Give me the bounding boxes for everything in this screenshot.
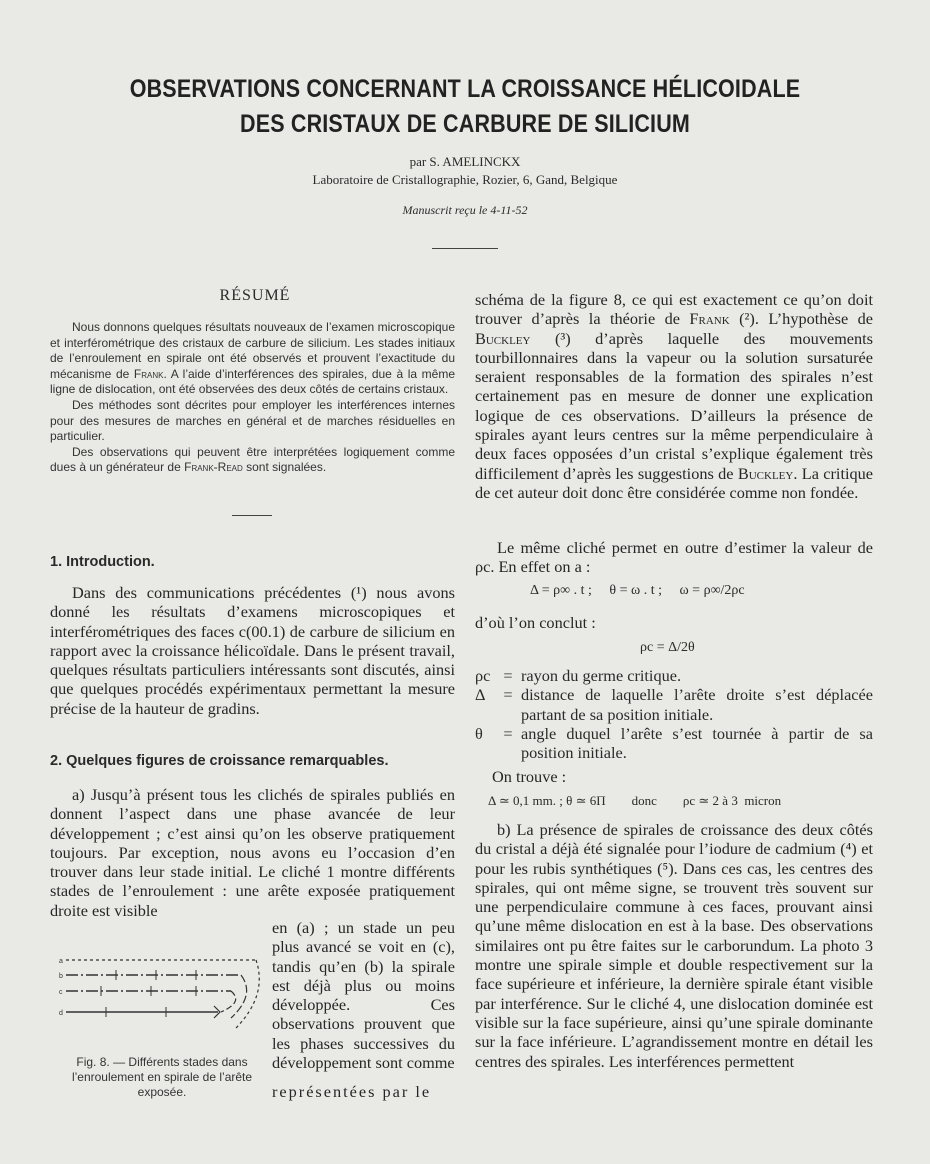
figure-8-caption: Fig. 8. — Différents stades dans l’enroulement en spirale de l’arête exposée. <box>71 1055 253 1099</box>
def-equals: = <box>503 723 513 743</box>
title-line-1: OBSERVATIONS CONCERNANT LA CROISSANCE HÉLICOIDALE <box>129 75 801 103</box>
fig-curve-c <box>221 991 236 1012</box>
fig-label-d: d <box>59 1010 63 1017</box>
right-paragraph-4: On trouve : <box>492 767 567 786</box>
resume-p1-frank: Frank <box>133 366 164 381</box>
resume-p3-frank-read: Frank-Read <box>184 460 243 475</box>
right-paragraph-3: d’où l’on conclut : <box>475 613 596 632</box>
fig-label-a: a <box>59 958 63 965</box>
right-p1-frank: Frank <box>689 309 730 329</box>
resume-p1-text-end: . A l’aide d’interférences des spirales, due à la même ligne de dislocation, ont été observées des deux côtés de certains cristaux. <box>50 366 456 397</box>
section-2-text-last: représentées par le <box>272 1082 432 1101</box>
def-text: distance de laquelle l’arête droite s’est déplacée partant de sa position initiale. <box>521 685 873 724</box>
resume-paragraph-3 <box>50 445 455 476</box>
def-equals: = <box>503 666 513 685</box>
affiliation: Laboratoire de Cristallographie, Rozier, 6, Gand, Belgique <box>312 172 618 187</box>
section-1-text: Dans des communications précédentes (¹) nous avons donné les résultats d’examens microscopiques et interférométriques des faces c(00.1) de carbure de silicium en rapport avec la croissance hélicoïdale. Dans le présent travail, quelques résultats particuliers intéressants sont discutés, ainsi que quelques procédés expérimentaux permettant la mesure précise de la hauteur de gradins. <box>50 583 455 718</box>
def-equals: = <box>503 685 513 705</box>
received-date: Manuscrit reçu le 4-11-52 <box>402 203 528 217</box>
def-symbol: ρc <box>475 666 491 685</box>
equation-3: Δ ≃ 0,1 mm. ; θ ≃ 6Π donc ρc ≃ 2 à 3 micron <box>488 793 782 808</box>
figure-8 <box>56 950 268 1040</box>
fig-curve-a <box>236 960 259 1028</box>
right-paragraph-1 <box>475 290 873 502</box>
resume-rule <box>232 515 272 516</box>
right-p1-buckley: Buckley <box>475 328 531 348</box>
right-paragraph-5: b) La présence de spirales de croissance des deux côtés du cristal a déjà été signalée pour l’iodure de cadmium (⁴) et pour les rubis synthétiques (⁵). Dans ces cas, les centres des spirales, qui ont même signe, se trouvent très souvent sur une perpendiculaire commune à ces faces, prouvant ainsi qu’une même dislocation en est à la base. Des observations similaires ont pu être faites sur le carborundum. La photo 3 montre une spirale simple et double respectivement sur la face supérieure et inférieure, la dernière spirale étant visible par interférence. Sur le cliché 4, une dislocation dominée est visible sur la face supérieure, ainsi qu’une spirale dominante sur la face inférieure. L’agrandissement montre en détail les centres des spirales. Les interférences permettent <box>475 820 873 1071</box>
section-1-heading: 1. Introduction. <box>50 554 155 570</box>
equation-2: ρc = Δ/2θ <box>640 640 695 655</box>
resume-heading: RÉSUMÉ <box>219 287 291 304</box>
right-paragraph-2: Le même cliché permet en outre d’estimer la valeur de ρc. En effet on a : <box>475 538 873 577</box>
definition-theta <box>475 724 873 763</box>
resume-p3-text-end: sont signalées. <box>242 460 327 475</box>
figure-8-diagram <box>56 950 268 1040</box>
definition-delta <box>475 685 873 724</box>
section-2-text-wrap: en (a) ; un stade un peu plus avancé se voit en (c), tandis qu’en (b) la spirale est déjà plus ou moins développée. Ces observations prouvent que les phases successives du développement sont comme <box>272 918 455 1073</box>
resume-p1-text: Nous donnons quelques résultats nouveaux de l’examen microscopique et interférométrique des cristaux de carbure de silicium. Les stades initiaux de l’enroulement en spirale ont été observés et prouvent l’exactitude du mécanisme de <box>50 320 455 381</box>
resume-paragraph-1 <box>50 320 455 398</box>
right-p1-text-b: (²). L’hypothèse de <box>729 309 874 329</box>
article-title <box>117 72 814 142</box>
def-text: rayon du germe critique. <box>521 666 682 685</box>
right-p1-text-a: schéma de la figure 8, ce qui est exactement ce qu’on doit trouver d’après la théorie de <box>475 290 873 329</box>
fig-curve-b <box>231 975 247 1018</box>
def-symbol: Δ <box>475 685 486 705</box>
resume-paragraph-2: Des méthodes sont décrites pour employer les interférences internes pour des mesures de marches en général et de marches résiduelles en particulier. <box>50 397 455 444</box>
resume-abstract <box>50 320 455 476</box>
title-line-2: DES CRISTAUX DE CARBURE DE SILICIUM <box>240 110 690 138</box>
equation-1: Δ = ρ∞ . t ; θ = ω . t ; ω = ρ∞/2ρc <box>530 583 745 598</box>
def-text: angle duquel l’arête s’est tournée à partir de sa position initiale. <box>521 723 873 763</box>
section-2-text: a) Jusqu’à présent tous les clichés de spirales publiés en donnent l’aspect dans une phase avancée de leur développement ; c’est ainsi qu’on les observe pratiquement toujours. Par exception, nous avons eu l’occasion d’en trouver dans leur stade initial. Le cliché 1 montre différents stades de l’enroulement : une arête exposée pratiquement droite est visible <box>50 785 455 920</box>
section-2-heading: 2. Quelques figures de croissance remarquables. <box>50 753 389 769</box>
fig-label-b: b <box>59 973 63 980</box>
resume-p3-text: Des observations qui peuvent être interprétées logiquement comme dues à un générateur de <box>50 444 455 475</box>
right-p1-text-c: (³) d’après laquelle des mouvements tourbillonnaires dans la vapeur ou la solution sursaturée seraient responsables de la formation des spirales n’est certainement pas en mesure de donner une explication logique de ces observations. D’ailleurs la présence de spirales ayant leurs centres sur la même perpendiculaire à deux faces opposées d’un cristal s’explique également très difficilement d’après les suggestions de <box>475 328 873 483</box>
definitions-list <box>475 666 873 762</box>
right-p1-buckley-2: Buckley <box>737 463 794 483</box>
author: par S. AMELINCKX <box>409 154 521 169</box>
fig-label-c: c <box>59 989 63 996</box>
right-p1-text-d: . La critique de cet auteur doit donc être considérée comme non fondée. <box>475 463 874 502</box>
definition-rho <box>475 666 873 685</box>
def-symbol: θ <box>475 723 483 743</box>
title-rule <box>432 248 498 249</box>
